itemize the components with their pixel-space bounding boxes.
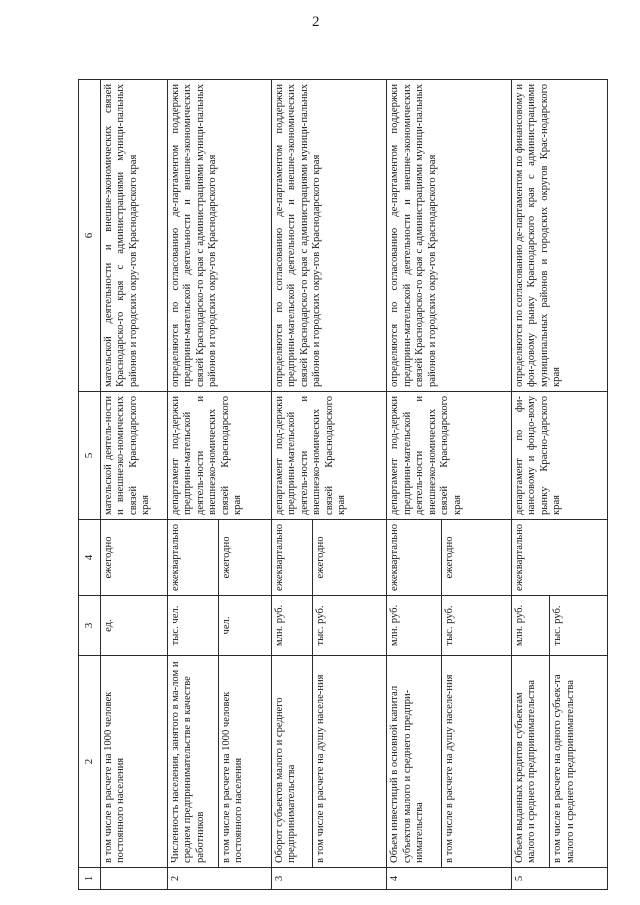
period-cell: ежеквартально [387, 520, 442, 596]
indicators-table [78, 79, 608, 890]
row-number [100, 868, 167, 890]
department-cell: департамент под-держки предприни-мательской деятель-ности и внешнеэко-номических связей Краснодарского края [271, 392, 386, 520]
rotated-table-page [78, 80, 608, 890]
row-number: 3 [271, 868, 386, 890]
table-row [100, 80, 167, 890]
indicator-cell: Оборот субъектов малого и среднего предпринимательства [271, 656, 312, 868]
col-header-1: 1 [79, 868, 101, 890]
page-number: 2 [312, 14, 320, 30]
col-header-3: 3 [79, 596, 101, 656]
row-number: 2 [167, 868, 271, 890]
header-row [79, 80, 101, 890]
period-cell: ежегодно [442, 520, 512, 596]
table-row [271, 80, 312, 890]
indicator-cell: в том числе в расчете на одного субъек-та малого и среднего предпринимательства [550, 656, 608, 868]
department-cell: департамент под-держки предприни-мательской деятель-ности и внешнеэко-номических связей Краснодарского края [167, 392, 271, 520]
department-cell: департамент по фи-нансовому и фондо-вому рынку Красно-дарского края [511, 392, 607, 520]
period-cell: ежегодно [100, 520, 167, 596]
unit-cell: тыс. чел. [167, 596, 218, 656]
procedure-cell: определяются по согласованию де-партаментом поддержки предприни-мательской деятельности и внешне-экономических связей Краснодарско-го края с администрациями муници-пальных районов и городских окру-гов Краснодарского края [271, 80, 386, 392]
indicator-cell: в том числе в расчете на 1000 человек постоянного населения [100, 656, 167, 868]
indicator-cell: Объем инвестиций в основной капитал субъектов малого и среднего предпри-нимательства [387, 656, 442, 868]
table-row [167, 80, 218, 890]
unit-cell: тыс. руб. [442, 596, 512, 656]
table-row [511, 80, 549, 890]
unit-cell: ед. [100, 596, 167, 656]
period-cell: ежегодно [312, 520, 386, 596]
unit-cell: чел. [218, 596, 271, 656]
row-number: 5 [511, 868, 607, 890]
unit-cell: тыс. руб. [550, 596, 608, 656]
period-cell: ежегодно [218, 520, 271, 596]
unit-cell: млн. руб. [387, 596, 442, 656]
table-row [387, 80, 442, 890]
procedure-cell: определяются по согласованию де-партаментом по финансовому и фон-довому рынку Краснодарского края с администрациями муниципальных районов и городских округов Крас-нодарского края [511, 80, 607, 392]
procedure-cell: определяются по согласованию де-партаментом поддержки предприни-мательской деятельности и внешне-экономических связей Краснодарско-го края с администрациями муници-пальных районов и городских окру-гов Краснодарского края [167, 80, 271, 392]
row-number: 4 [387, 868, 512, 890]
indicator-cell: Численность населения, занятого в ма-лом и среднем предпринимательстве в качестве работников [167, 656, 218, 868]
indicator-cell: в том числе в расчете на душу населе-ния [312, 656, 386, 868]
period-cell: ежеквартально [167, 520, 218, 596]
department-cell: мательской деятель-ности и внешнеэко-номических связей Краснодарского края [100, 392, 167, 520]
unit-cell: млн. руб. [511, 596, 549, 656]
indicator-cell: в том числе в расчете на 1000 человек постоянного населения [218, 656, 271, 868]
period-cell: ежеквартально [511, 520, 607, 596]
col-header-5: 5 [79, 392, 101, 520]
col-header-2: 2 [79, 656, 101, 868]
procedure-cell: определяются по согласованию де-партаментом поддержки предприни-мательской деятельности и внешне-экономических связей Краснодарско-го края с администрациями муници-пальных районов и городских окру-гов Краснодарского края [387, 80, 512, 392]
col-header-6: 6 [79, 80, 101, 392]
col-header-4: 4 [79, 520, 101, 596]
department-cell: департамент под-держки предприни-мательской деятель-ности и внешнеэко-номических связей Краснодарского края [387, 392, 512, 520]
indicator-cell: Объем выданных кредитов субъектам малого и среднего предпринимательства [511, 656, 549, 868]
unit-cell: млн. руб. [271, 596, 312, 656]
procedure-cell: мательской деятельности и внешне-экономических связей Краснодарско-го края с администрациями муници-пальных районов и городских окру-гов Краснодарского края [100, 80, 167, 392]
period-cell: ежеквартально [271, 520, 312, 596]
unit-cell: тыс. руб. [312, 596, 386, 656]
indicator-cell: в том числе в расчете на душу населе-ния [442, 656, 512, 868]
